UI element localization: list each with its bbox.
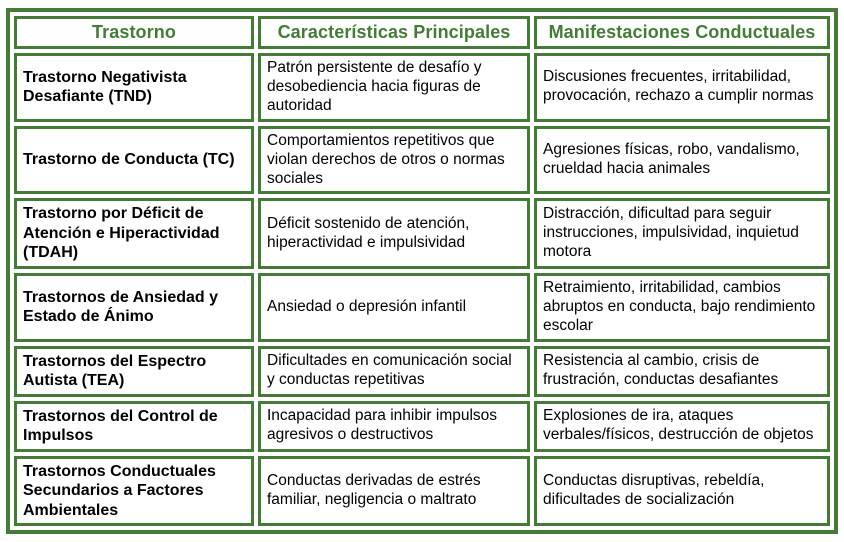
header-caracteristicas: Características Principales xyxy=(258,16,530,49)
characteristics-cell: Comportamientos repetitivos que violan derechos de otros o normas sociales xyxy=(258,126,530,195)
table-row-tdah xyxy=(14,198,830,269)
table-row-impulsos xyxy=(14,401,830,452)
header-trastorno: Trastorno xyxy=(14,16,254,49)
manifestations-cell: Distracción, dificultad para seguir instrucciones, impulsividad, inquietud motora xyxy=(534,198,830,269)
table-row-tc xyxy=(14,126,830,195)
table-header-row xyxy=(14,16,830,49)
manifestations-cell: Agresiones físicas, robo, vandalismo, crueldad hacia animales xyxy=(534,126,830,195)
table-row-tea xyxy=(14,346,830,397)
disorder-name-cell: Trastornos Conductuales Secundarios a Factores Ambientales xyxy=(14,456,254,527)
disorder-name-cell: Trastornos del Espectro Autista (TEA) xyxy=(14,346,254,397)
header-manifestaciones: Manifestaciones Conductuales xyxy=(534,16,830,49)
characteristics-cell: Dificultades en comunicación social y conductas repetitivas xyxy=(258,346,530,397)
manifestations-cell: Resistencia al cambio, crisis de frustración, conductas desafiantes xyxy=(534,346,830,397)
characteristics-cell: Déficit sostenido de atención, hiperactividad e impulsividad xyxy=(258,198,530,269)
manifestations-cell: Discusiones frecuentes, irritabilidad, provocación, rechazo a cumplir normas xyxy=(534,53,830,122)
manifestations-cell: Explosiones de ira, ataques verbales/físicos, destrucción de objetos xyxy=(534,401,830,452)
disorders-table xyxy=(6,8,838,534)
disorder-name-cell: Trastornos del Control de Impulsos xyxy=(14,401,254,452)
characteristics-cell: Patrón persistente de desafío y desobediencia hacia figuras de autoridad xyxy=(258,53,530,122)
characteristics-cell: Ansiedad o depresión infantil xyxy=(258,273,530,342)
disorder-name-cell: Trastorno Negativista Desafiante (TND) xyxy=(14,53,254,122)
characteristics-cell: Incapacidad para inhibir impulsos agresivos o destructivos xyxy=(258,401,530,452)
disorder-name-cell: Trastornos de Ansiedad y Estado de Ánimo xyxy=(14,273,254,342)
disorder-name-cell: Trastorno por Déficit de Atención e Hiperactividad (TDAH) xyxy=(14,198,254,269)
table-row-ansiedad xyxy=(14,273,830,342)
manifestations-cell: Retraimiento, irritabilidad, cambios abruptos en conducta, bajo rendimiento escolar xyxy=(534,273,830,342)
manifestations-cell: Conductas disruptivas, rebeldía, dificultades de socialización xyxy=(534,456,830,527)
characteristics-cell: Conductas derivadas de estrés familiar, negligencia o maltrato xyxy=(258,456,530,527)
table-row-ambientales xyxy=(14,456,830,527)
disorder-name-cell: Trastorno de Conducta (TC) xyxy=(14,126,254,195)
table-row-tnd xyxy=(14,53,830,122)
